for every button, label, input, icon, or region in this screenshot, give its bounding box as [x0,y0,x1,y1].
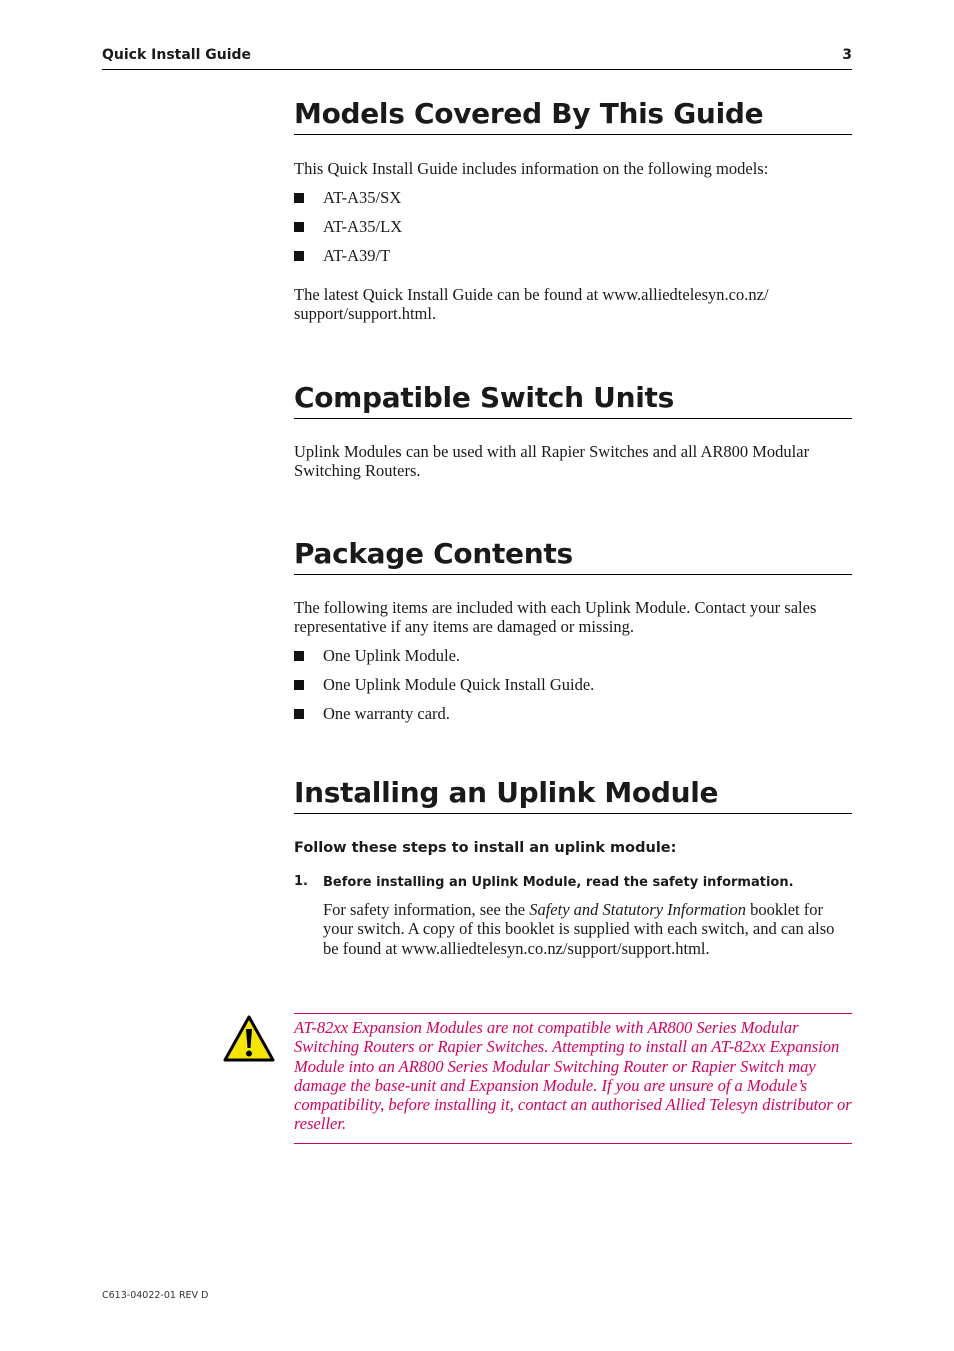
compatible-body: Uplink Modules can be used with all Rapier Switches and all AR800 Modular Switching Routers. [294,441,810,480]
warning-text: AT-82xx Expansion Modules are not compatible with AR800 Series Modular Switching Routers or Rapier Switches. Attempting to install an AT-82xx Expansion Module into an AR800 Series Modular Switching Router or Rapier Switch may damage the base-unit and Expansion Module. If you are unsure of a Module’s compatibility, before installing it, contact an authorised Allied Telesyn distributor or reseller. [294,1018,852,1134]
section-title-models: Models Covered By This Guide [294,96,852,135]
package-list [294,646,852,724]
package-body: The following items are included with each Uplink Module. Contact your sales representative if any items are damaged or missing. [294,597,817,636]
bullet-square-icon [294,680,304,690]
list-item: One warranty card. [294,704,852,724]
section-title-package: Package Contents [294,536,852,575]
models-note: The latest Quick Install Guide can be found at www.alliedtelesyn.co.nz/ support/support.html. [294,284,769,323]
main-content [294,96,852,958]
bullet-square-icon [294,251,304,261]
list-item: One Uplink Module. [294,646,852,666]
models-list [294,188,852,266]
bullet-square-icon [294,651,304,661]
section-title-installing: Installing an Uplink Module [294,775,852,814]
section-title-compatible: Compatible Switch Units [294,380,852,419]
install-step-1 [294,874,852,959]
list-item: AT-A35/SX [294,188,852,208]
list-item: AT-A35/LX [294,217,852,237]
models-intro: This Quick Install Guide includes information on the following models: [294,159,769,178]
list-item: AT-A39/T [294,246,852,266]
step-title: Before installing an Uplink Module, read the safety information. [323,874,794,890]
bullet-square-icon [294,193,304,203]
page-number: 3 [842,47,852,63]
footer-doc-code: C613-04022-01 REV D [102,1290,209,1301]
step-number: 1. [294,873,308,889]
page-header [102,47,852,70]
header-title: Quick Install Guide [102,47,252,63]
bullet-square-icon [294,222,304,232]
list-item: One Uplink Module Quick Install Guide. [294,675,852,695]
warning-box [294,1013,852,1144]
bullet-square-icon [294,709,304,719]
install-lead: Follow these steps to install an uplink module: [294,839,677,856]
warning-triangle-icon [223,1015,275,1062]
step-body: For safety information, see the Safety and Statutory Information booklet for your switch. A copy of this booklet is supplied with each switch, and can also be found at www.alliedtelesyn.co.nz/support/support.html. [323,899,835,958]
